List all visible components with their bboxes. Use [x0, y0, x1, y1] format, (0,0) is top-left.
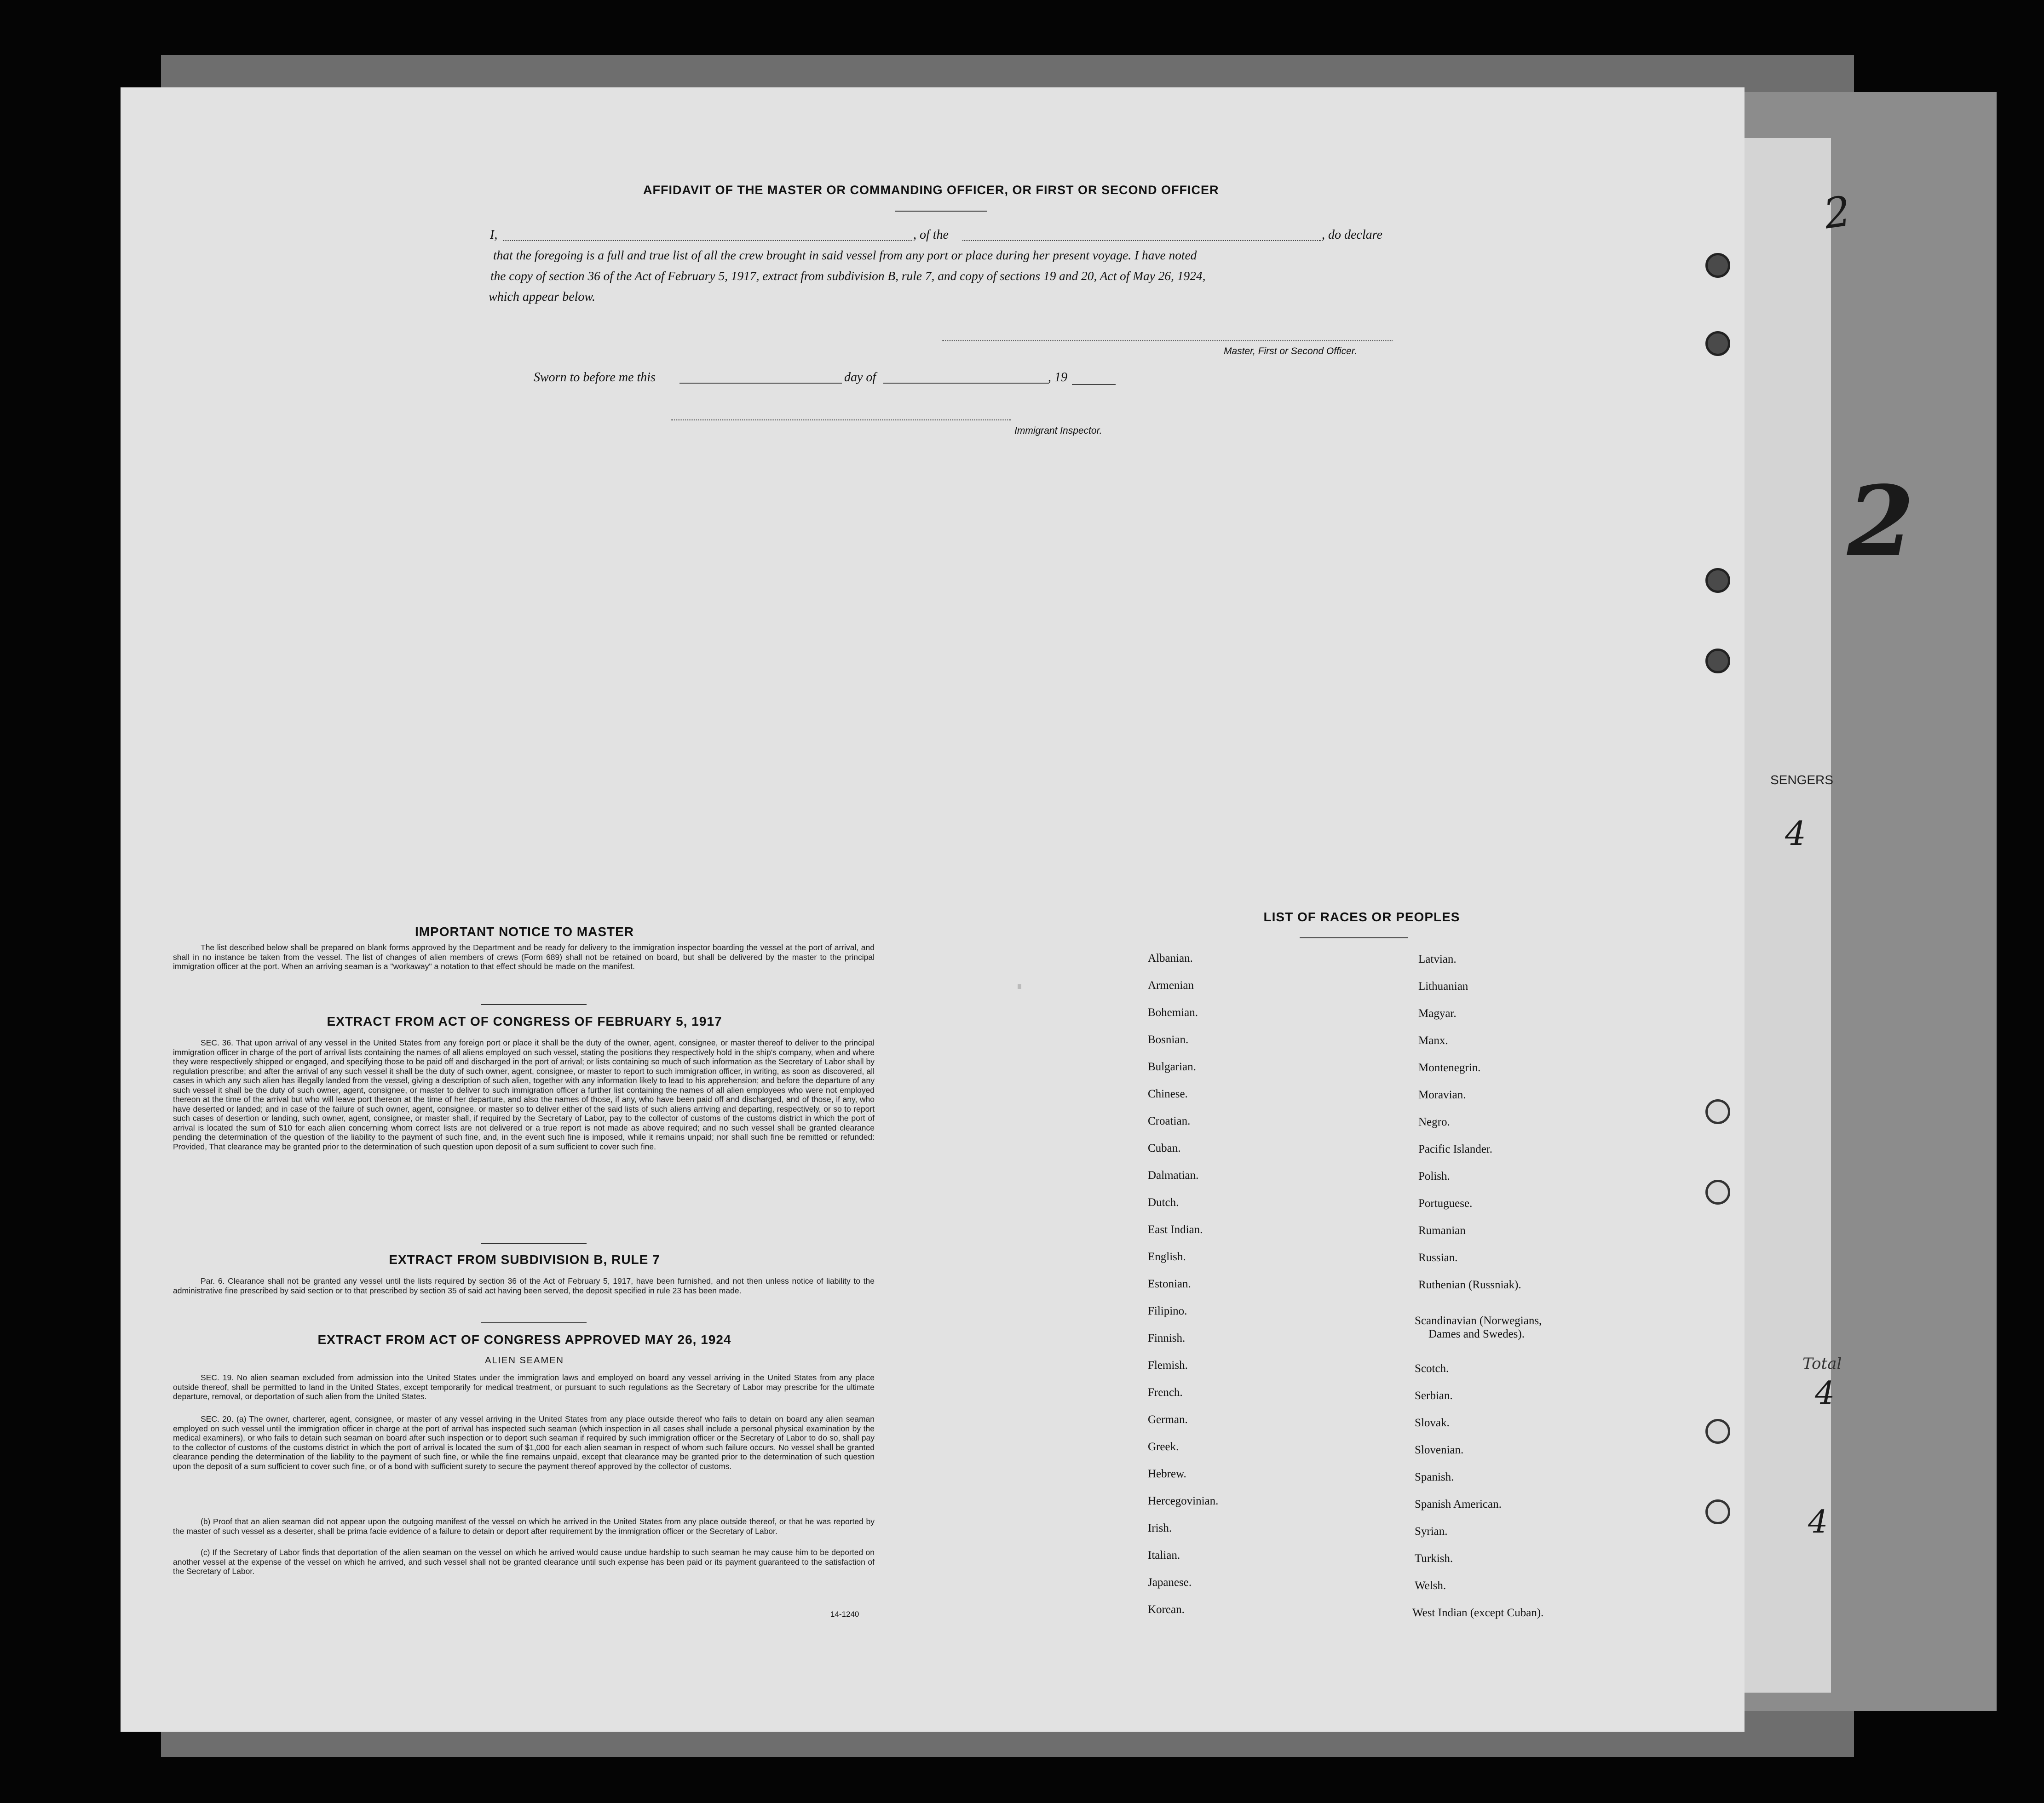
race-item: Serbian.	[1415, 1390, 1453, 1402]
handwritten-mark-a: 2	[1820, 187, 1854, 239]
race-item: Polish.	[1418, 1170, 1450, 1183]
race-item: Latvian.	[1418, 953, 1457, 965]
sworn-year-blank[interactable]	[1072, 384, 1116, 385]
race-item: Scandinavian (Norwegians,	[1415, 1315, 1542, 1327]
extract-1917-title: EXTRACT FROM ACT OF CONGRESS OF FEBRUARY 5, 1917	[327, 1014, 722, 1028]
affidavit-of-the: , of the	[913, 228, 949, 242]
notice-body: The list described below shall be prepared on blank forms approved by the Department and be ready for delivery to the immigration inspector boarding the vessel at the port of arrival, and shall in no instance be taken from the vessel. The list of changes of alien members of crews (Form 689) shall not be retained on board, but shall be delivered by the master to the principal immigration officer at the port. When an arriving seaman is a "workaway" a notation to that effect should be made on the manifest.	[173, 943, 875, 971]
punch-hole-1	[1705, 253, 1730, 278]
race-item: Montenegrin.	[1418, 1062, 1481, 1074]
vessel-blank[interactable]	[962, 240, 1321, 241]
form-number: 14-1240	[830, 1610, 859, 1619]
race-item: West Indian (except Cuban).	[1412, 1607, 1544, 1619]
rule7-body: Par. 6. Clearance shall not be granted any vessel until the lists required by section 36 of the Act of February 5, 1917, have been furnished, and not then unless notice of liability to the administrative fine prescribed by said section or to that prescribed by section 35 of said act having been served, the deposit specified in rule 23 has been made.	[173, 1276, 875, 1295]
race-item: Albanian.	[1148, 952, 1193, 965]
race-item: Pacific Islander.	[1418, 1143, 1493, 1155]
sworn-day-of: day of	[844, 370, 876, 385]
rule7-title: EXTRACT FROM SUBDIVISION B, RULE 7	[389, 1252, 660, 1267]
extract-1917-body: SEC. 36. That upon arrival of any vessel in the United States from any foreign port or place it shall be the duty of the owner, agent, consignee, or master thereof to deliver to the principal immigration officer in charge of the port of arrival lists containing the names of all aliens employed on such vessel, stating the positions they respectively hold in the ship's company, when and where they were respectively shipped or engaged, and specifying those to be paid off and discharged in the port of arrival; or lists containing so much of such information as the Secretary of Labor shall by regulation prescribe; and after the arrival of any such vessel it shall be the duty of such owner, agent, consignee, or master to report to such immigration officer, in writing, as soon as discovered, all cases in which any such alien has illegally landed from the vessel, giving a description of such alien, together with any information likely to lead to his apprehension; and before the departure of any such vessel it shall be the duty of such owner, agent, consignee, or master to deliver to such immigration officer a further list containing the names of all alien employees who were not employed thereon at the time of the arrival but who will leave port thereon at the time of her departure, and also the names of those, if any, who have been paid off and discharged, and of those, if any, who have deserted or landed; and in case of the failure of such owner, agent, consignee, or master so to deliver either of the said lists of such aliens arriving and departing, respectively, or so to report such cases of desertion or landing, such owner, agent, consignee, or master shall, if required by the Secretary of Labor, pay to the collector of customs of the customs district in which the port of arrival is located the sum of $10 for each alien concerning whom correct lists are not delivered or a true report is not made as above required; and no such vessel shall be granted clearance pending the determination of the question of the liability to the payment of such fine, and, in the event such fine is imposed, while it remains unpaid; nor shall such fine be remitted or refunded: Provided, That clearance may be granted prior to the determination of such question upon deposit of a sum sufficient to cover such fine.	[173, 1038, 875, 1151]
handwritten-count-bottom: 4	[1808, 1504, 1828, 1540]
race-item: Syrian.	[1415, 1525, 1448, 1538]
race-item: Japanese.	[1148, 1576, 1192, 1589]
race-item: English.	[1148, 1251, 1186, 1263]
race-item: Bulgarian.	[1148, 1061, 1196, 1073]
race-item: Lithuanian	[1418, 980, 1468, 993]
race-item: Spanish.	[1415, 1471, 1454, 1483]
race-item: Greek.	[1148, 1441, 1179, 1453]
race-item: Rumanian	[1418, 1224, 1466, 1237]
punch-hole-2	[1705, 331, 1730, 356]
race-item: Filipino.	[1148, 1305, 1187, 1317]
affidavit-declare: , do declare	[1322, 228, 1382, 242]
divider-2	[481, 1243, 587, 1244]
race-item: French.	[1148, 1386, 1183, 1399]
sec20c-body: (c) If the Secretary of Labor finds that deportation of the alien seaman on the vessel on which he arrived would cause undue hardship to such seaman he may cause him to be deported on another vessel at the expense of the vessel on which he arrived, and such vessel shall not be granted clearance until such expense has been paid or its payment guaranteed to the satisfaction of the Secretary of Labor.	[173, 1548, 875, 1576]
extract-1924-title: EXTRACT FROM ACT OF CONGRESS APPROVED MAY 26, 1924	[317, 1332, 731, 1347]
race-item: German.	[1148, 1413, 1188, 1426]
sec20a-body: SEC. 20. (a) The owner, charterer, agent, consignee, or master of any vessel arriving in the United States from any place outside thereof who fails to detain on board any alien seaman employed on such vessel until the immigration officer in charge at the port of arrival has inspected such seaman (which inspection in all cases shall include a personal physical examination by the medical examiners), or who fails to detain such seaman on board after such inspection or to deport such seaman if required by such immigration officer or the Secretary of Labor to do so, shall pay to the collector of customs of the customs district in which the port of arrival is located the sum of $1,000 for each alien seaman in respect of whom such failure occurs. No vessel shall be granted clearance pending the determination of the liability to the payment of such fine, or while the fine remains unpaid, except that clearance may be granted prior to the determination of such question upon the deposit of a sum sufficient to cover such fine, or of a bond with sufficient surety to secure the payment thereof approved by the collector of customs.	[173, 1414, 875, 1471]
inspector-caption: Immigrant Inspector.	[1014, 425, 1102, 436]
race-item: Dutch.	[1148, 1196, 1179, 1209]
punch-hole-8	[1705, 1499, 1730, 1524]
punch-hole-6	[1705, 1180, 1730, 1205]
master-signature-caption: Master, First or Second Officer.	[1224, 346, 1357, 356]
race-item: Magyar.	[1418, 1007, 1457, 1020]
passengers-stamp: SENGERS	[1770, 773, 1833, 787]
sworn-month-blank[interactable]	[883, 383, 1049, 384]
name-blank[interactable]	[503, 240, 912, 241]
affidavit-line3: the copy of section 36 of the Act of February 5, 1917, extract from subdivision B, rule 7, and copy of sections 19 and 20, Act of May 26, 1924,	[490, 269, 1206, 283]
underlying-page-light	[1739, 138, 1831, 1693]
sec19-body: SEC. 19. No alien seaman excluded from admission into the United States under the immigration laws and employed on board any vessel arriving in the United States from any place outside thereof, shall be permitted to land in the United States, except temporarily for medical treatment, or pursuant to such regulations as the Secretary of Labor may prescribe for the ultimate departure, removal, or deportation of such alien from the United States.	[173, 1373, 875, 1401]
race-item: Bohemian.	[1148, 1006, 1198, 1019]
handwritten-mark-b: 2	[1847, 465, 1915, 578]
race-item: Moravian.	[1418, 1089, 1466, 1101]
race-item: Cuban.	[1148, 1142, 1181, 1154]
race-item: Croatian.	[1148, 1115, 1191, 1127]
race-item: Welsh.	[1415, 1579, 1446, 1592]
sec20b-body: (b) Proof that an alien seaman did not appear upon the outgoing manifest of the vessel on which he arrived in the United States from any place outside thereof, or that he was reported by the master of such vessel as a deserter, shall be prima facie evidence of a failure to detain or deport after requirement by the immigration officer or the Secretary of Labor.	[173, 1517, 875, 1536]
affidavit-title-rule	[895, 211, 987, 212]
races-title-rule	[1300, 937, 1408, 938]
race-item: Italian.	[1148, 1549, 1180, 1562]
extract-1924-subtitle: ALIEN SEAMEN	[485, 1355, 564, 1366]
race-item: Manx.	[1418, 1034, 1448, 1047]
sworn-year-prefix: , 19	[1048, 370, 1067, 385]
punch-hole-3	[1705, 568, 1730, 593]
affidavit-i: I,	[490, 228, 498, 242]
races-title: LIST OF RACES OR PEOPLES	[1263, 910, 1460, 924]
handwritten-total-label: Total	[1802, 1355, 1842, 1373]
race-item: Negro.	[1418, 1116, 1450, 1128]
race-item: Flemish.	[1148, 1359, 1188, 1372]
sworn-day-blank[interactable]	[679, 383, 842, 384]
race-item: Scotch.	[1415, 1362, 1449, 1375]
divider-1	[481, 1004, 587, 1005]
race-item: Chinese.	[1148, 1088, 1188, 1100]
crease-mark	[1018, 984, 1021, 989]
race-item: Turkish.	[1415, 1552, 1453, 1565]
race-item: Slovak.	[1415, 1417, 1450, 1429]
race-item: Dames and Swedes).	[1428, 1328, 1525, 1340]
race-item: Bosnian.	[1148, 1034, 1189, 1046]
race-item: Finnish.	[1148, 1332, 1186, 1344]
race-item: Irish.	[1148, 1522, 1172, 1534]
race-item: Portuguese.	[1418, 1197, 1473, 1210]
punch-hole-5	[1705, 1099, 1730, 1124]
punch-hole-7	[1705, 1419, 1730, 1444]
race-item: Slovenian.	[1415, 1444, 1464, 1456]
master-signature-line[interactable]	[942, 340, 1393, 341]
handwritten-count-top: 4	[1785, 814, 1806, 853]
form-page	[121, 87, 1745, 1732]
affidavit-line4: which appear below.	[489, 290, 596, 304]
race-item: Estonian.	[1148, 1278, 1191, 1290]
inspector-signature-line[interactable]	[671, 419, 1011, 420]
notice-title: IMPORTANT NOTICE TO MASTER	[415, 924, 634, 939]
race-item: Armenian	[1148, 979, 1194, 992]
race-item: Russian.	[1418, 1252, 1458, 1264]
race-item: Dalmatian.	[1148, 1169, 1199, 1182]
sworn-text: Sworn to before me this	[534, 370, 656, 385]
race-item: Hebrew.	[1148, 1468, 1186, 1480]
race-item: Hercegovinian.	[1148, 1495, 1219, 1507]
punch-hole-4	[1705, 649, 1730, 673]
race-item: Spanish American.	[1415, 1498, 1502, 1510]
affidavit-line2: that the foregoing is a full and true list of all the crew brought in said vessel from any port or place during her present voyage. I have noted	[493, 248, 1197, 262]
race-item: Korean.	[1148, 1603, 1185, 1616]
affidavit-title: AFFIDAVIT OF THE MASTER OR COMMANDING OFFICER, OR FIRST OR SECOND OFFICER	[643, 183, 1219, 197]
handwritten-total-value: 4	[1815, 1375, 1835, 1412]
divider-3	[481, 1322, 587, 1323]
race-item: East Indian.	[1148, 1223, 1203, 1236]
race-item: Ruthenian (Russniak).	[1418, 1279, 1521, 1291]
